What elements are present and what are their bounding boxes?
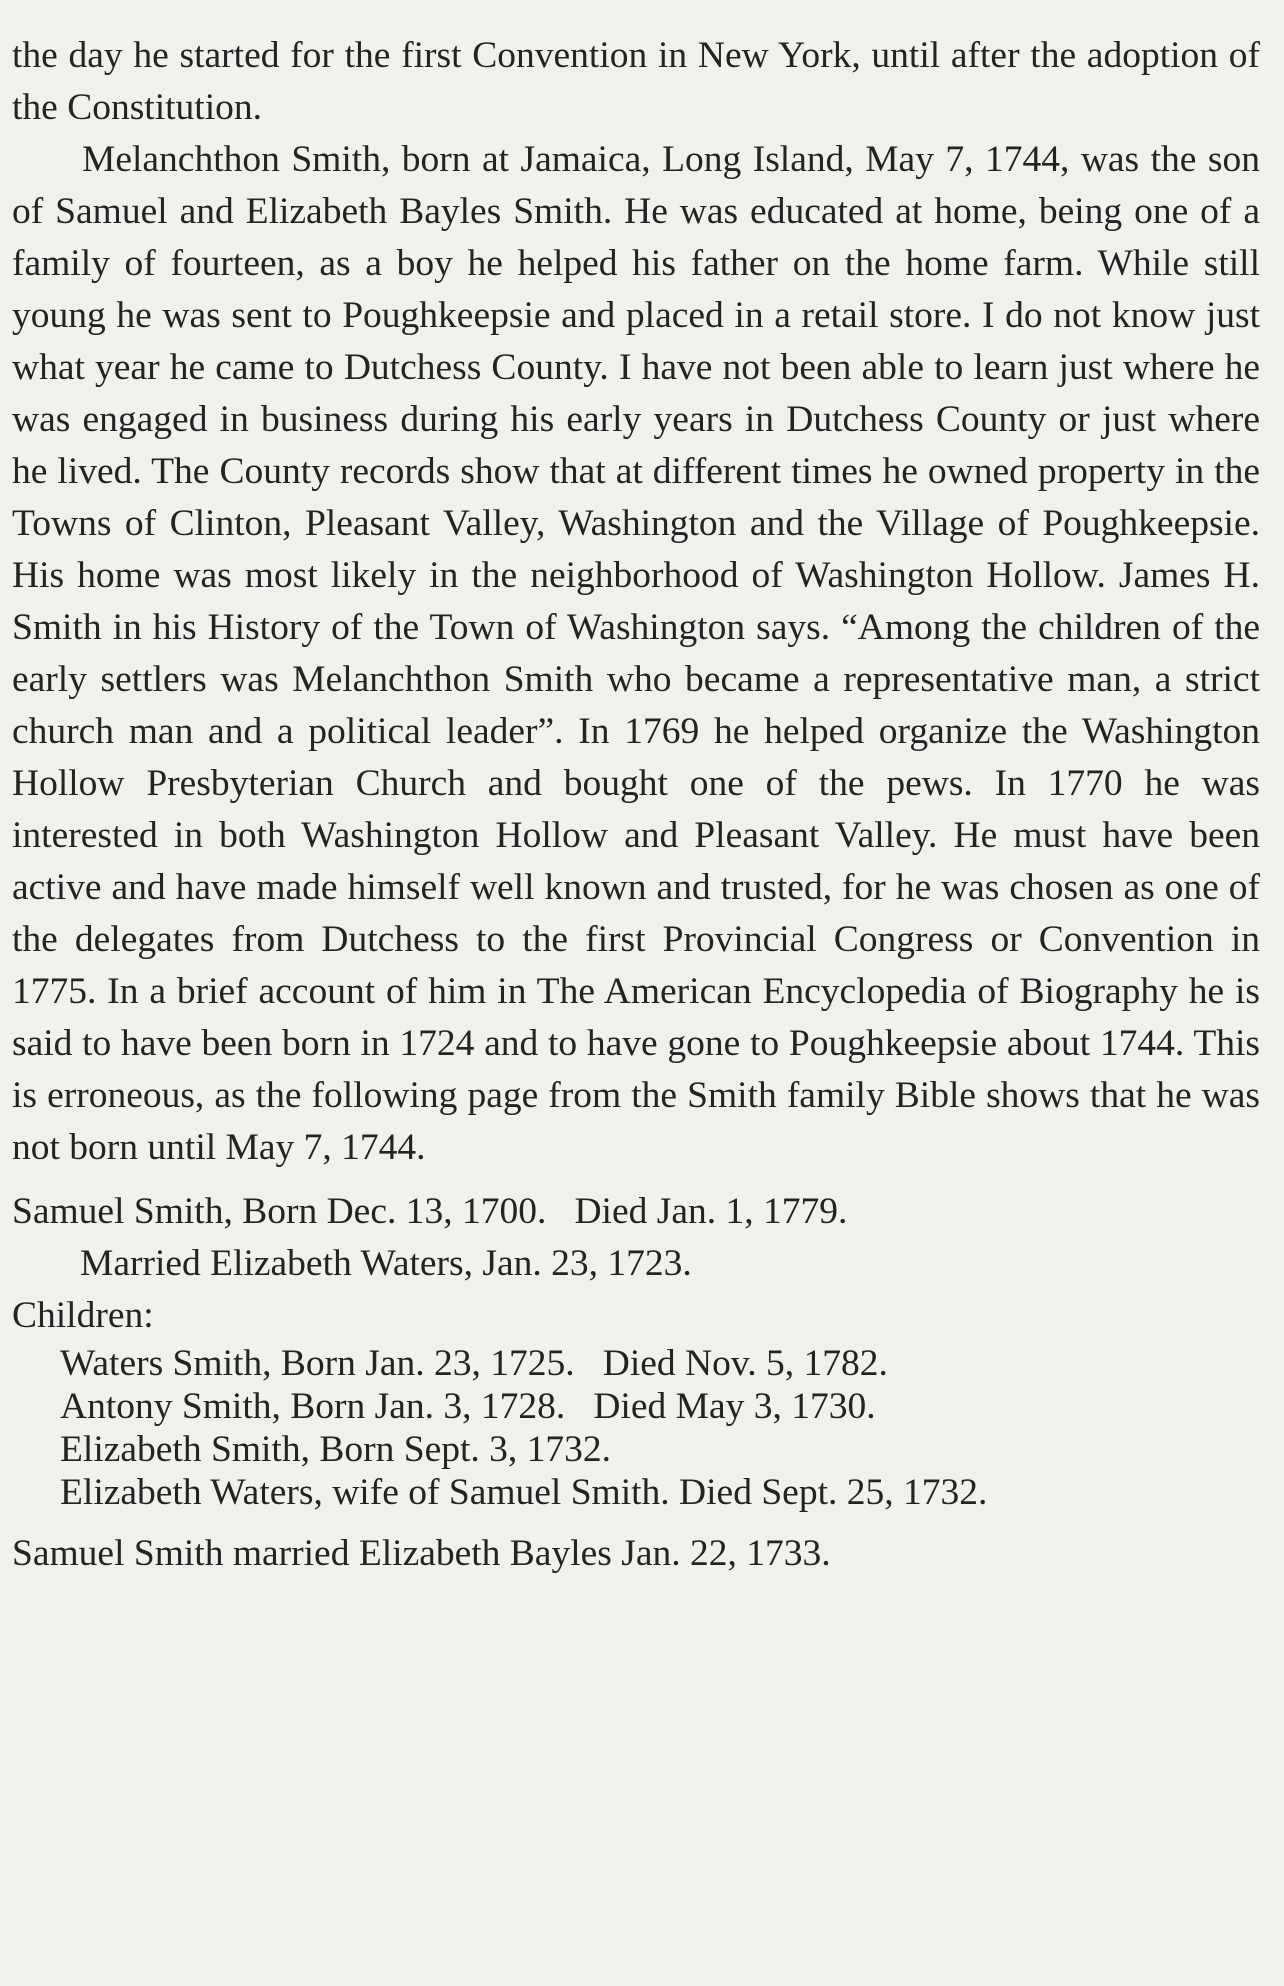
family-bible-record: [12, 1186, 1260, 1580]
final-marriage-line: Samuel Smith married Elizabeth Bayles Jan. 22, 1733.: [12, 1533, 831, 1574]
list-item: Waters Smith, Born Jan. 23, 1725. Died Nov. 5, 1782.: [60, 1343, 888, 1384]
list-item: Antony Smith, Born Jan. 3, 1728. Died May 3, 1730.: [60, 1386, 876, 1427]
paragraph-intro: the day he started for the first Convention in New York, until after the adoption of the Constitution.: [12, 35, 1260, 128]
list-item: Elizabeth Waters, wife of Samuel Smith. Died Sept. 25, 1732.: [60, 1472, 988, 1513]
children-list: [12, 1342, 1260, 1514]
samuel-smith-line: Samuel Smith, Born Dec. 13, 1700. Died Jan. 1, 1779.: [12, 1191, 848, 1232]
paragraph-melanchthon-biography: Melanchthon Smith, born at Jamaica, Long Island, May 7, 1744, was the son of Samuel and Elizabeth Bayles Smith. He was educated at home, being one of a family of fourteen, as a boy he helped his father on the home farm. While still young he was sent to Poughkeepsie and placed in a retail store. I do not know just what year he came to Dutchess County. I have not been able to learn just where he was engaged in business during his early years in Dutchess County or just where he lived. The County records show that at different times he owned property in the Towns of Clinton, Pleasant Valley, Washington and the Village of Poughkeepsie. His home was most likely in the neighborhood of Washington Hollow. James H. Smith in his History of the Town of Washington says. “Among the children of the early settlers was Melanchthon Smith who became a representative man, a strict church man and a political leader”. In 1769 he helped organize the Washington Hollow Presbyterian Church and bought one of the pews. In 1770 he was interested in both Washington Hollow and Pleasant Valley. He must have been active and have made himself well known and trusted, for he was chosen as one of the delegates from Dutchess to the first Provincial Congress or Convention in 1775. In a brief account of him in The American Encyclopedia of Biography he is said to have been born in 1724 and to have gone to Poughkeepsie about 1744. This is erroneous, as the following page from the Smith family Bible shows that he was not born until May 7, 1744.: [12, 139, 1260, 1168]
list-item: Elizabeth Smith, Born Sept. 3, 1732.: [60, 1429, 612, 1470]
document-page: [12, 30, 1260, 1580]
children-heading: Children:: [12, 1295, 154, 1336]
marriage-line: Married Elizabeth Waters, Jan. 23, 1723.: [80, 1243, 692, 1284]
